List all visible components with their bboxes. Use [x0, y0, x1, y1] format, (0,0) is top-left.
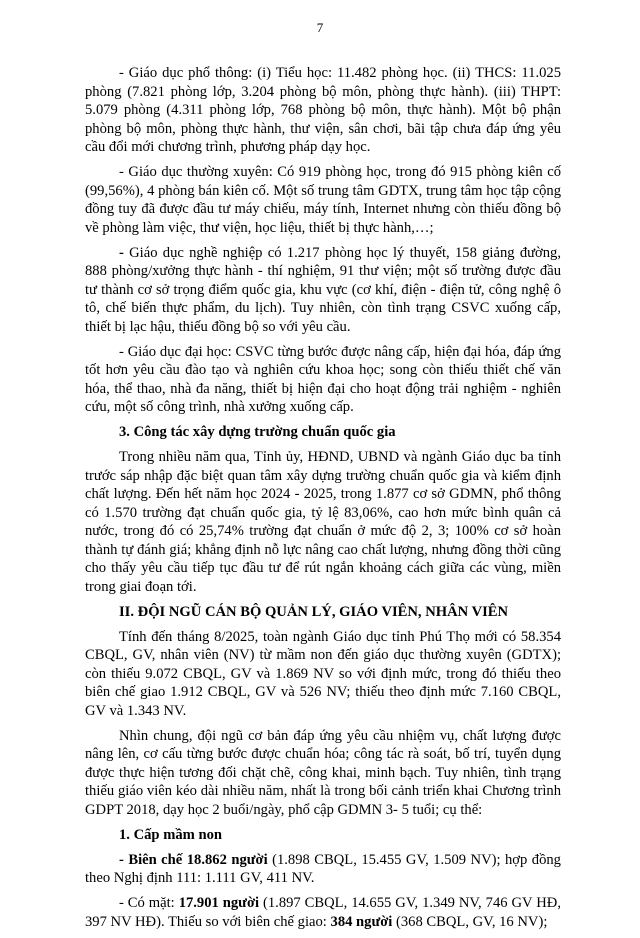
document-body	[85, 64, 561, 938]
section-heading-national-standard-schools: 3. Công tác xây dựng trường chuẩn quốc gia	[119, 424, 396, 440]
paragraph-continuing-education: - Giáo dục thường xuyên: Có 919 phòng học, trong đó 915 phòng kiên cố (99,56%), 4 phòng bán kiên cố. Một số trung tâm GDTX, trung tâm học tập cộng đồng tuy đã được đầu tư máy chiếu, máy tính, Internet nhưng còn thiếu đồng bộ về phòng làm việc, thư viện, học liệu, thiết bị thực hành,…;	[85, 164, 561, 236]
paragraph-staff-overview: Nhìn chung, đội ngũ cơ bản đáp ứng yêu cầu nhiệm vụ, chất lượng được nâng lên, cơ cấu từng bước được chuẩn hóa; công tác rà soát, bố trí, tuyển dụng được thực hiện tương đối chặt chẽ, công khai, minh bạch. Tuy nhiên, tình trạng thiếu giáo viên kéo dài nhiều năm, nhất là trong bối cảnh triển khai Chương trình GDPT 2018, dạy học 2 buổi/ngày, phổ cập GDMN 3- 5 tuổi; cụ thể:	[85, 727, 561, 818]
paragraph-general-education: - Giáo dục phổ thông: (i) Tiểu học: 11.482 phòng học. (ii) THCS: 11.025 phòng (7.821 phòng lớp, 3.204 phòng bộ môn, phòng thực hành). (iii) THPT: 5.079 phòng (4.311 phòng lớp, 768 phòng bộ môn, thực hành). Một bộ phận phòng bộ môn, phòng thực hành, thư viện, sân chơi, bãi tập chưa đáp ứng yêu cầu đổi mới chương trình, phương pháp dạy học.	[85, 65, 561, 155]
paragraph-vocational-education: - Giáo dục nghề nghiệp có 1.217 phòng học lý thuyết, 158 giảng đường, 888 phòng/xưởng thực hành - thí nghiệm, 91 thư viện; một số trường được đầu tư thành cơ sở trọng điểm quốc gia, khu vực (cơ khí, điện - điện tử, công nghệ ô tô, chế biến thực phẩm, du lịch). Tuy nhiên, còn tình trạng CSVC xuống cấp, thiết bị lạc hậu, thiếu đồng bộ so với yêu cầu.	[85, 244, 561, 335]
paragraph-national-standard-schools: Trong nhiều năm qua, Tỉnh ủy, HĐND, UBND và ngành Giáo dục ba tỉnh trước sáp nhập đặc biệt quan tâm xây dựng trường chuẩn quốc gia và kiểm định chất lượng. Đến hết năm học 2024 - 2025, trong 1.877 cơ sở GDMN, phổ thông có 1.570 trường đạt chuẩn quốc gia, tỷ lệ 83,06%, cao hơn mức bình quân cả nước, trong đó có 25,74% trường đạt chuẩn ở mức độ 2, 3; 100% cơ sở hoàn thành tự đánh giá; khẳng định nỗ lực nâng cao chất lượng, nhưng đồng thời cũng cho thấy yêu cầu tiếp tục đầu tư để rút ngắn khoảng cách giữa các vùng, miền trong giai đoạn tới.	[85, 449, 561, 595]
section-heading-preschool: 1. Cấp mầm non	[119, 826, 222, 843]
paragraph-preschool-present: - Có mặt: 17.901 người (1.897 CBQL, 14.655 GV, 1.349 NV, 746 GV HĐ, 397 NV HĐ). Thiếu so với biên chế giao: 384 người (368 CBQL, GV, 16 NV);	[85, 895, 561, 930]
page-number: 7	[316, 20, 324, 35]
paragraph-staff-total: Tính đến tháng 8/2025, toàn ngành Giáo dục tỉnh Phú Thọ mới có 58.354 CBQL, GV, nhân viên (NV) từ mầm non đến giáo dục thường xuyên (GDTX); còn thiếu 9.072 CBQL, GV và 1.869 NV so với định mức, trong đó thiếu theo biên chế giao 1.912 CBQL, GV và 526 NV; thiếu theo định mức 7.160 CBQL, GV và 1.343 NV.	[85, 628, 561, 719]
section-heading-staff: II. ĐỘI NGŨ CÁN BỘ QUẢN LÝ, GIÁO VIÊN, NHÂN VIÊN	[119, 603, 509, 620]
paragraph-preschool-staffing: - Biên chế 18.862 người (1.898 CBQL, 15.455 GV, 1.509 NV); hợp đồng theo Nghị định 111: 1.111 GV, 411 NV.	[85, 851, 561, 886]
paragraph-higher-education: - Giáo dục đại học: CSVC từng bước được nâng cấp, hiện đại hóa, đáp ứng tốt hơn yêu cầu đào tạo và nghiên cứu khoa học; song còn thiếu thiết chế văn hóa, thể thao, nhà đa năng, thiết bị hiện đại cho hoạt động trải nghiệm - nghiên cứu, một số công trình, nhà xưởng xuống cấp.	[85, 343, 561, 415]
